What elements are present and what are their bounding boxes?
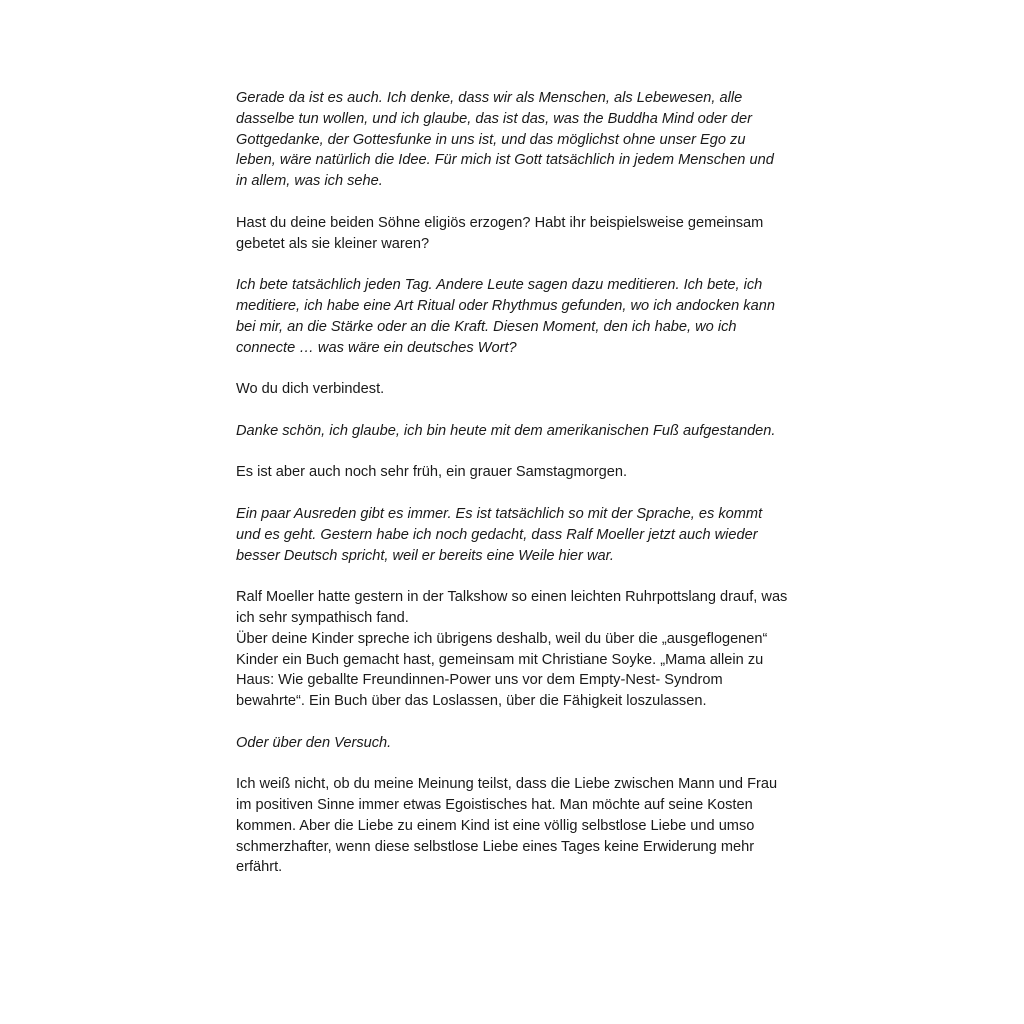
answer-paragraph: Oder über den Versuch. — [236, 734, 392, 751]
answer-paragraph: Ich bete tatsächlich jeden Tag. Andere Leute sagen dazu meditieren. Ich bete, ich meditiere, ich habe eine Art Ritual oder Rhythmus gefunden, wo ich andocken kann bei mir, an die Stärke oder an die Kraft. Diesen Moment, den ich habe, wo ich connecte … was wäre ein deutsches Wort? — [236, 277, 775, 356]
question-paragraph: Ich weiß nicht, ob du meine Meinung teilst, dass die Liebe zwischen Mann und Frau im positiven Sinne immer etwas Egoistisches hat. Man möchte auf seine Kosten kommen. Aber die Liebe zu einem Kind ist eine völlig selbstlose Liebe und umso schmerzhafter, wenn diese selbstlose Liebe eines Tages keine Erwiderung mehr erfährt. — [236, 776, 778, 876]
answer-paragraph: Gerade da ist es auch. Ich denke, dass wir als Menschen, als Lebewesen, alle dasselbe tun wollen, und ich glaube, das ist das, was the Buddha Mind oder der Gottgedanke, der Gottesfunke in uns ist, und das möglichst ohne unser Ego zu leben, wäre natürlich die Idee. Für mich ist Gott tatsächlich in jedem Menschen und in allem, was ich sehe. — [236, 90, 774, 190]
answer-paragraph: Ein paar Ausreden gibt es immer. Es ist tatsächlich so mit der Sprache, es kommt und es geht. Gestern habe ich noch gedacht, dass Ralf Moeller jetzt auch wieder besser Deutsch spricht, weil er bereits eine Weile hier war. — [236, 505, 763, 564]
answer-paragraph: Danke schön, ich glaube, ich bin heute mit dem amerikanischen Fuß aufgestanden. — [236, 422, 776, 439]
question-paragraph: Über deine Kinder spreche ich übrigens deshalb, weil du über die „ausgeflogenen“ Kinder ein Buch gemacht hast, gemeinsam mit Christiane Soyke. „Mama allein zu Haus: Wie geballte Freundinnen-Power uns vor dem Empty-Nest- Syndrom bewahrte“. Ein Buch über das Loslassen, über die Fähigkeit loszulassen. — [236, 630, 768, 710]
question-paragraph: Wo du dich verbindest. — [236, 381, 385, 398]
question-paragraph: Ralf Moeller hatte gestern in der Talkshow so einen leichten Ruhrpottslang drauf, was ich sehr sympathisch fand. — [236, 589, 788, 626]
question-paragraph: Hast du deine beiden Söhne eligiös erzogen? Habt ihr beispielsweise gemeinsam gebetet als sie kleiner waren? — [236, 214, 764, 252]
document-body — [236, 88, 788, 899]
question-paragraph: Es ist aber auch noch sehr früh, ein grauer Samstagmorgen. — [236, 464, 627, 481]
